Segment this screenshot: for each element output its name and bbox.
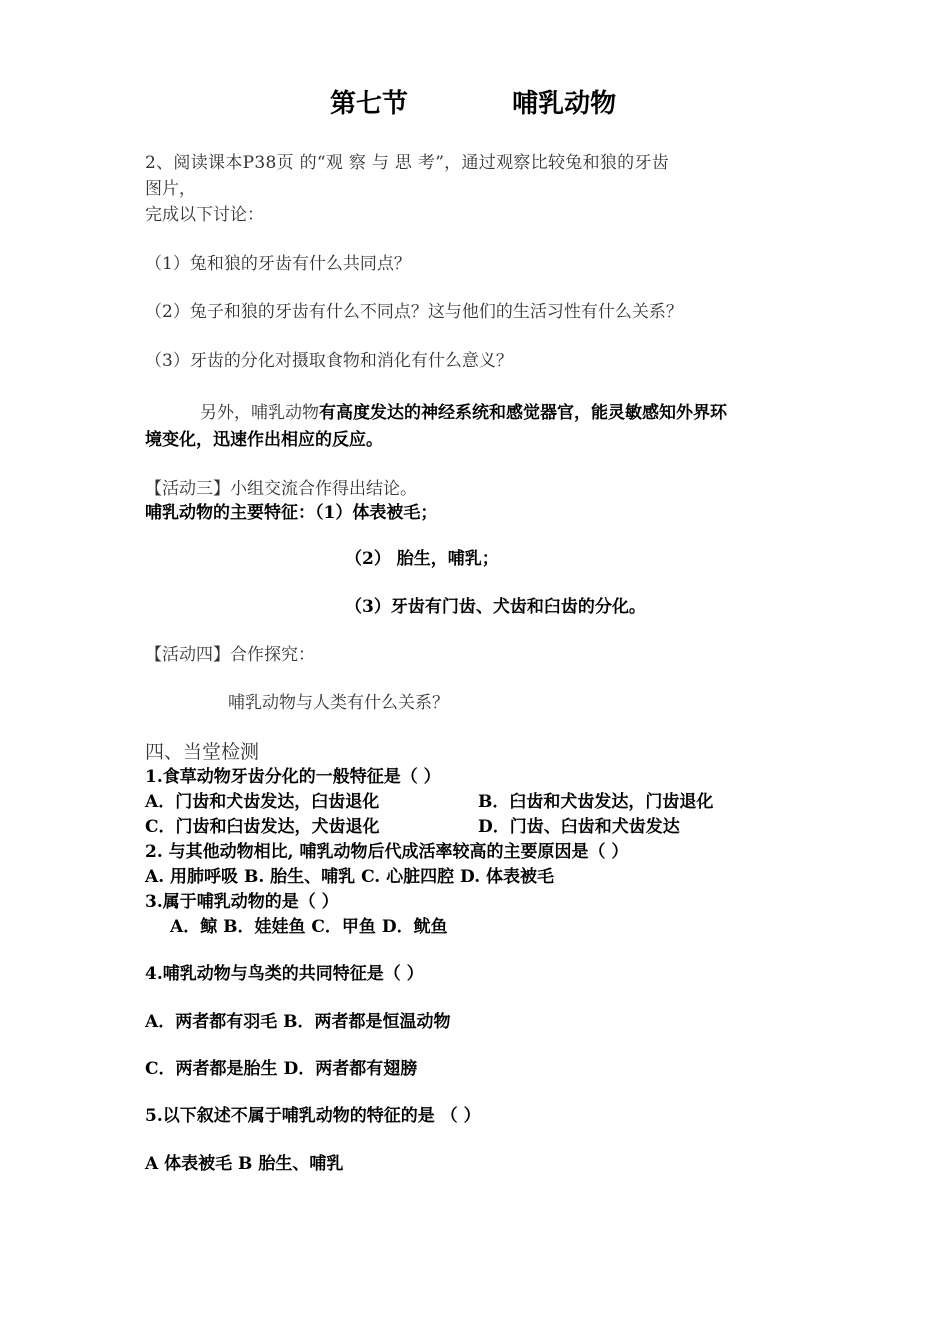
test-header: 四、当堂检测 [145, 741, 260, 763]
intro-line-3: 完成以下讨论： [145, 205, 264, 225]
discussion-question-2: （2）兔子和狼的牙齿有什么不同点？这与他们的生活习性有什么关系？ [145, 302, 683, 322]
test-question-3: 3.属于哺乳动物的是（ ） [145, 892, 339, 912]
q4-options-cd: C．两者都是胎生 D．两者都有翅膀 [145, 1059, 418, 1079]
feature-2: （2） 胎生，哺乳； [345, 549, 499, 569]
q1-option-b: B．臼齿和犬齿发达，门齿退化 [478, 792, 714, 812]
discussion-question-1: （1）兔和狼的牙齿有什么共同点？ [145, 254, 411, 274]
extra-bold: 有高度发达的神经系统和感觉器官，能灵敏感知外界环 [319, 403, 727, 423]
discussion-question-3: （3）牙齿的分化对摄取食物和消化有什么意义？ [145, 351, 513, 371]
q4-options-ab: A．两者都有羽毛 B．两者都是恒温动物 [145, 1012, 451, 1032]
q1-option-a: A．门齿和犬齿发达，臼齿退化 [145, 792, 380, 812]
test-question-2: 2. 与其他动物相比, 哺乳动物后代成活率较高的主要原因是（ ） [145, 842, 629, 862]
section-number: 第七节 [330, 89, 409, 119]
features-title: 哺乳动物的主要特征：（1）体表被毛； [145, 503, 438, 523]
intro-line-2: 图片， [145, 179, 196, 199]
q1-option-d: D．门齿、臼齿和犬齿发达 [478, 817, 680, 837]
extra-paragraph-line-2: 境变化，迅速作出相应的反应。 [145, 430, 383, 450]
activity4-question: 哺乳动物与人类有什么关系？ [228, 693, 449, 713]
q5-options-ab: A 体表被毛 B 胎生、哺乳 [145, 1154, 344, 1174]
test-question-5: 5.以下叙述不属于哺乳动物的特征的是 （ ） [145, 1106, 481, 1126]
q1-option-c: C．门齿和臼齿发达，犬齿退化 [145, 817, 380, 837]
activity3-header: 【活动三】小组交流合作得出结论。 [145, 479, 417, 499]
test-question-1: 1.食草动物牙齿分化的一般特征是（ ） [145, 767, 441, 787]
q3-options: A．鲸 B．娃娃鱼 C．甲鱼 D．鱿鱼 [170, 917, 448, 937]
test-question-4: 4.哺乳动物与鸟类的共同特征是（ ） [145, 964, 424, 984]
q2-options: A. 用肺呼吸 B. 胎生、哺乳 C. 心脏四腔 D. 体表被毛 [145, 867, 555, 887]
section-name: 哺乳动物 [512, 89, 617, 119]
extra-prefix: 另外，哺乳动物 [200, 403, 319, 423]
activity4-header: 【活动四】合作探究： [145, 645, 315, 665]
extra-paragraph-line-1 [200, 402, 727, 424]
intro-line-1: 2、阅读课本P38页 的“观 察 与 思 考”，通过观察比较兔和狼的牙齿 [145, 153, 670, 173]
page-title [330, 88, 616, 120]
feature-3: （3）牙齿有门齿、犬齿和臼齿的分化。 [345, 597, 646, 617]
